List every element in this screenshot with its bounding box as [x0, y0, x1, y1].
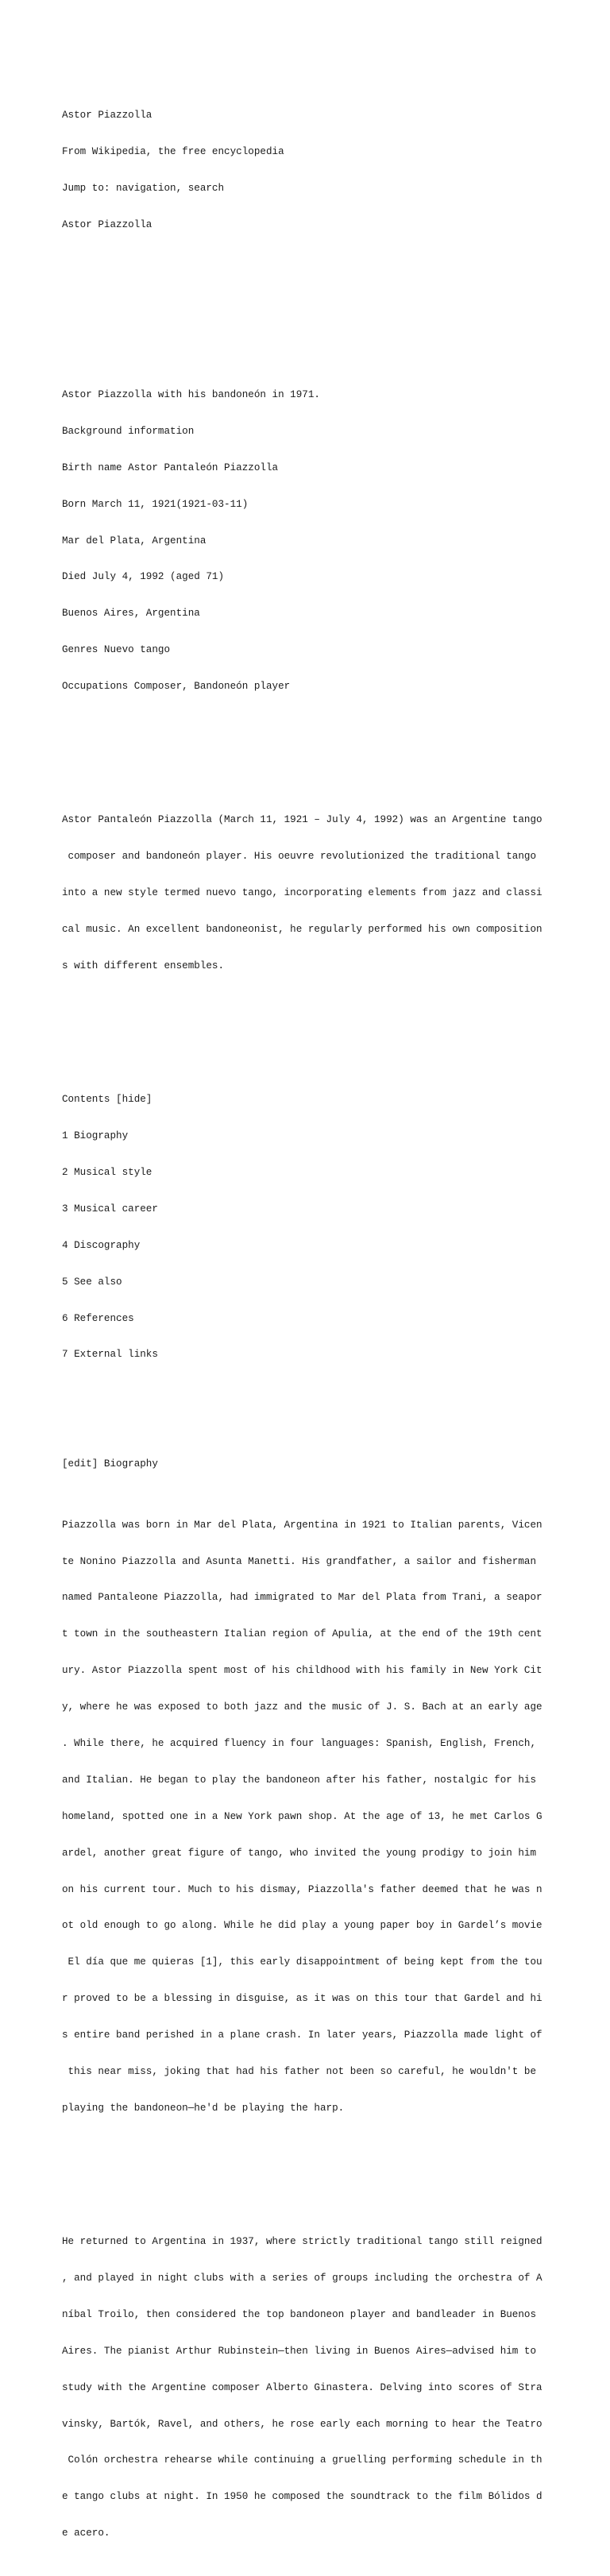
jump-to-line: Jump to: navigation, search	[62, 182, 225, 194]
biography-paragraph-1	[62, 1495, 586, 2139]
infobox-row: Background information	[62, 425, 195, 437]
text-line: e acero.	[62, 2528, 110, 2539]
text-line: composer and bandoneón player. His oeuvre revolutionized the traditional tango	[62, 851, 537, 863]
text-line: Astor Pantaleón Piazzolla (March 11, 1921 – July 4, 1992) was an Argentine tango	[62, 814, 542, 826]
spacer	[62, 316, 586, 328]
text-line: El día que me quieras [1], this early disappointment of being kept from the tou	[62, 1956, 542, 1968]
infobox-row: Genres Nuevo tango	[62, 644, 171, 656]
text-line: , and played in night clubs with a series of groups including the orchestra of A	[62, 2273, 542, 2284]
section-heading-biography: [edit] Biography	[62, 1458, 158, 1470]
text-line: r proved to be a blessing in disguise, as it was on this tour that Gardel and hi	[62, 1993, 542, 2005]
text-line: and Italian. He began to play the bandoneon after his father, nostalgic for his	[62, 1774, 537, 1786]
text-line: on his current tour. Much to his dismay, Piazzolla's father deemed that he was n	[62, 1883, 542, 1895]
contents-title: Contents [hide]	[62, 1094, 152, 1106]
infobox-row: Occupations Composer, Bandoneón player	[62, 681, 291, 693]
text-line: study with the Argentine composer Alberto Ginastera. Delving into scores of Stra	[62, 2381, 542, 2393]
text-line: t town in the southeastern Italian region of Apulia, at the end of the 19th cent	[62, 1628, 542, 1640]
infobox	[62, 365, 586, 717]
biography-paragraph-2	[62, 2212, 586, 2565]
contents-item: 1 Biography	[62, 1130, 129, 1142]
infobox-caption: Astor Piazzolla with his bandoneón in 1971.	[62, 389, 320, 401]
table-of-contents	[62, 1070, 586, 1386]
contents-item: 4 Discography	[62, 1239, 141, 1251]
intro-paragraph	[62, 790, 586, 997]
text-line: named Pantaleone Piazzolla, had immigrated to Mar del Plata from Trani, a seapor	[62, 1592, 542, 1604]
source-line: From Wikipedia, the free encyclopedia	[62, 146, 284, 158]
contents-item: 7 External links	[62, 1349, 158, 1361]
contents-item: 3 Musical career	[62, 1203, 158, 1215]
contents-item: 2 Musical style	[62, 1167, 152, 1179]
text-line: e tango clubs at night. In 1950 he composed the soundtrack to the film Bólidos d	[62, 2491, 542, 2503]
text-line: He returned to Argentina in 1937, where strictly traditional tango still reigned	[62, 2236, 542, 2248]
text-line: vinsky, Bartók, Ravel, and others, he rose early each morning to hear the Teatro	[62, 2418, 542, 2430]
spacer	[62, 742, 586, 754]
infobox-row: Died July 4, 1992 (aged 71)	[62, 571, 225, 583]
spacer	[62, 280, 586, 292]
infobox-row: Born March 11, 1921(1921-03-11)	[62, 498, 249, 510]
text-line: s entire band perished in a plane crash. In later years, Piazzolla made light of	[62, 2030, 542, 2041]
text-line: Aires. The pianist Arthur Rubinstein—then living in Buenos Aires—advised him to	[62, 2345, 537, 2357]
text-line: into a new style termed nuevo tango, incorporating elements from jazz and classi	[62, 887, 542, 899]
spacer	[62, 1410, 586, 1422]
text-line: te Nonino Piazzolla and Asunta Manetti. His grandfather, a sailor and fisherman	[62, 1555, 537, 1567]
text-line: Colón orchestra rehearse while continuing a gruelling performing schedule in th	[62, 2454, 542, 2466]
contents-item: 6 References	[62, 1312, 134, 1324]
infobox-row: Buenos Aires, Argentina	[62, 608, 200, 620]
text-line: Piazzolla was born in Mar del Plata, Argentina in 1921 to Italian parents, Vicen	[62, 1519, 542, 1531]
contents-item: 5 See also	[62, 1276, 122, 1288]
document-page	[62, 61, 586, 2576]
header-block	[62, 86, 586, 256]
text-line: this near miss, joking that had his father not been so careful, he wouldn't be	[62, 2065, 537, 2077]
text-line: ury. Astor Piazzolla spent most of his childhood with his family in New York Cit	[62, 1665, 542, 1677]
infobox-title: Astor Piazzolla	[62, 218, 152, 230]
spacer	[62, 1021, 586, 1033]
text-line: s with different ensembles.	[62, 960, 225, 971]
text-line: ardel, another great figure of tango, who invited the young prodigy to join him	[62, 1847, 537, 1859]
infobox-row: Birth name Astor Pantaleón Piazzolla	[62, 462, 279, 473]
text-line: . While there, he acquired fluency in four languages: Spanish, English, French,	[62, 1737, 537, 1749]
text-line: y, where he was exposed to both jazz and the music of J. S. Bach at an early age	[62, 1701, 542, 1713]
spacer	[62, 2163, 586, 2175]
text-line: playing the bandoneon—he'd be playing the harp.	[62, 2102, 345, 2114]
text-line: níbal Troilo, then considered the top bandoneon player and bandleader in Buenos	[62, 2308, 537, 2320]
text-line: ot old enough to go along. While he did play a young paper boy in Gardel’s movie	[62, 1920, 542, 1932]
text-line: cal music. An excellent bandoneonist, he regularly performed his own composition	[62, 924, 542, 936]
article-title: Astor Piazzolla	[62, 110, 152, 122]
infobox-row: Mar del Plata, Argentina	[62, 535, 207, 546]
text-line: homeland, spotted one in a New York pawn shop. At the age of 13, he met Carlos G	[62, 1810, 542, 1822]
